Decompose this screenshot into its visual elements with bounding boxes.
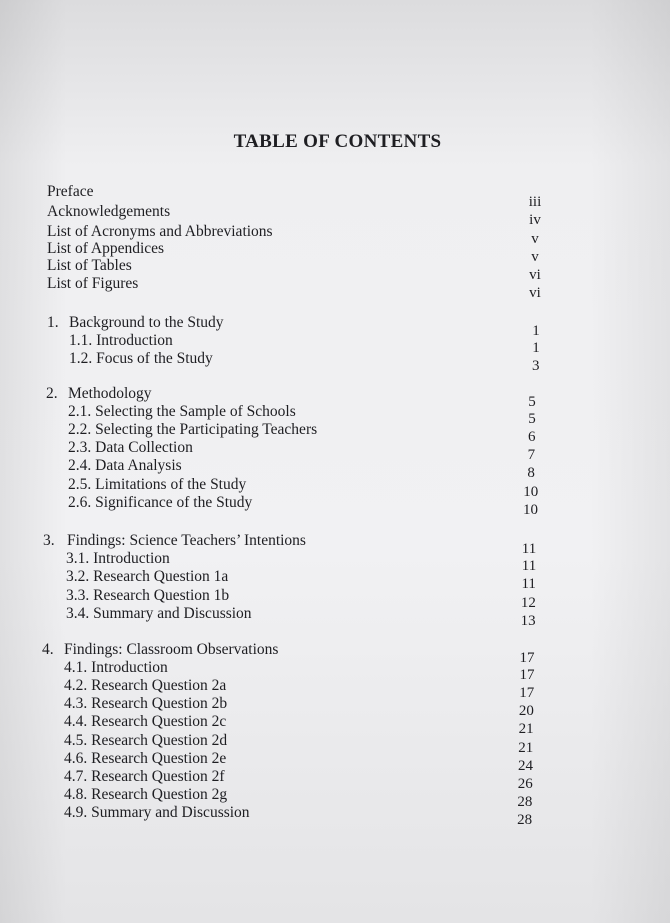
section-entry: 3.4. Summary and Discussion: [66, 605, 252, 622]
page-number: 7: [527, 447, 536, 463]
section-entry: 1.2. Focus of the Study: [69, 350, 213, 367]
page-title: TABLE OF CONTENTS: [233, 131, 442, 152]
section-entry: 4.6. Research Question 2e: [64, 750, 227, 767]
front-matter-entry: List of Acronyms and Abbreviations: [47, 223, 273, 240]
section-entry: 2.6. Significance of the Study: [68, 494, 253, 511]
page-number: 6: [527, 429, 536, 445]
page-number: 12: [520, 595, 536, 611]
section-entry: 1.1. Introduction: [69, 332, 173, 349]
chapter-heading: Findings: Science Teachers’ Intentions: [67, 532, 306, 549]
section-entry: 3.3. Research Question 1b: [66, 587, 230, 604]
page-number: 1: [532, 323, 540, 339]
page-number: 28: [517, 794, 533, 810]
page-number: 26: [517, 776, 533, 792]
chapter-number: 4.: [42, 641, 54, 658]
page-number: 5: [528, 411, 536, 427]
chapter-heading: Findings: Classroom Observations: [64, 641, 279, 658]
page-number: 8: [527, 465, 535, 481]
section-entry: 4.4. Research Question 2c: [64, 713, 227, 730]
chapter-number: 2.: [46, 385, 58, 402]
page-number: vi: [529, 267, 541, 283]
page-number: 17: [519, 650, 535, 666]
front-matter-entry: List of Figures: [47, 275, 139, 292]
section-entry: 4.3. Research Question 2b: [64, 695, 228, 712]
front-matter-entry: List of Tables: [47, 257, 132, 274]
section-entry: 2.4. Data Analysis: [68, 457, 182, 474]
section-entry: 2.2. Selecting the Participating Teachers: [68, 421, 318, 438]
page-number: 11: [521, 576, 536, 592]
page-number: 20: [518, 703, 534, 719]
chapter-heading: Methodology: [68, 385, 152, 402]
section-entry: 4.5. Research Question 2d: [64, 732, 228, 749]
page-number: 10: [523, 502, 538, 518]
section-entry: 4.2. Research Question 2a: [64, 677, 227, 694]
page-number: 13: [520, 613, 536, 629]
section-entry: 4.9. Summary and Discussion: [64, 804, 250, 821]
front-matter-entry: Acknowledgements: [47, 203, 171, 220]
page-number: 5: [528, 394, 536, 410]
section-entry: 4.8. Research Question 2g: [64, 786, 228, 803]
section-entry: 2.5. Limitations of the Study: [68, 476, 247, 493]
section-entry: 3.1. Introduction: [66, 550, 170, 567]
chapter-number: 3.: [43, 532, 55, 549]
page-number: 21: [518, 740, 534, 756]
page-number: vi: [529, 285, 541, 301]
chapter-heading: Background to the Study: [69, 314, 224, 331]
section-entry: 4.7. Research Question 2f: [64, 768, 225, 785]
page-number: v: [531, 231, 539, 247]
page-number: 3: [531, 358, 540, 374]
page-number: 10: [523, 484, 539, 500]
page-number: 11: [521, 541, 537, 557]
section-entry: 4.1. Introduction: [64, 659, 168, 676]
front-matter-entry: Preface: [47, 183, 94, 200]
page-number: iv: [529, 212, 541, 228]
page-number: 1: [532, 340, 540, 356]
section-entry: 2.1. Selecting the Sample of Schools: [68, 403, 296, 420]
page-number: 17: [519, 667, 535, 683]
page-number: 28: [517, 812, 533, 828]
page-number: 11: [521, 558, 537, 574]
page-number: iii: [528, 194, 542, 210]
page-number: 17: [519, 685, 535, 701]
front-matter-entry: List of Appendices: [47, 240, 165, 257]
chapter-number: 1.: [47, 314, 59, 331]
section-entry: 2.3. Data Collection: [68, 439, 193, 456]
page-number: 21: [518, 721, 534, 737]
section-entry: 3.2. Research Question 1a: [66, 568, 229, 585]
page-number: 24: [518, 758, 533, 774]
page-number: v: [531, 249, 539, 265]
